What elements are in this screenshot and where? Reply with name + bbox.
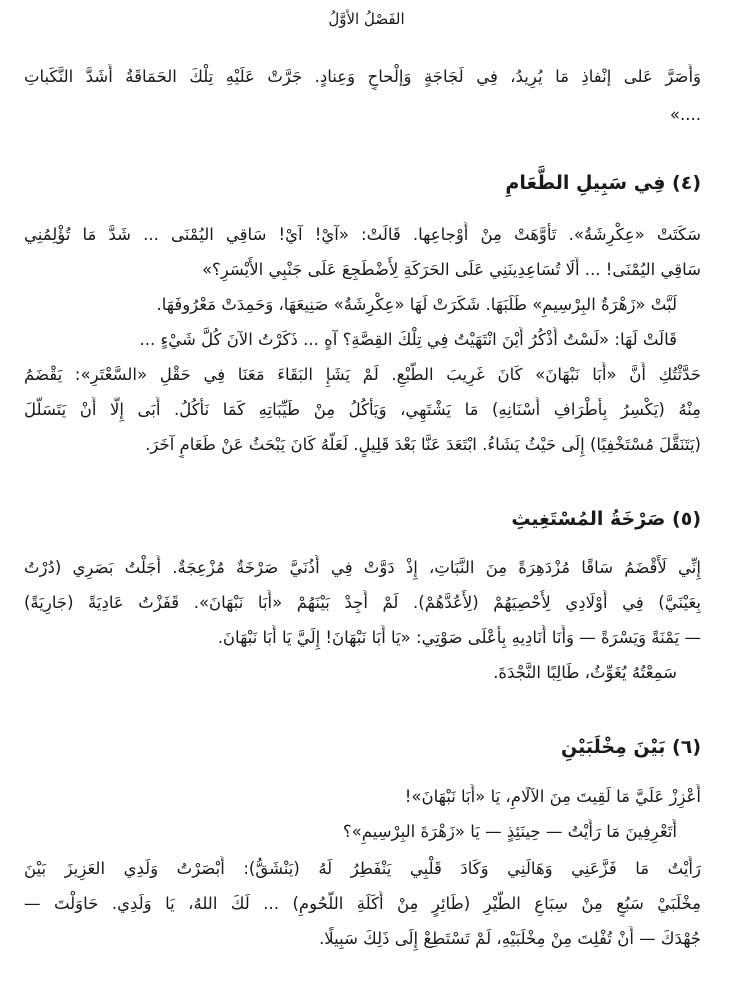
paragraph-line: مِخْلَبَيْ سَبُعٍ مِنْ سِبَاعِ الطَّيْرِ (طَائِرٍ مِنْ أَكَلَةِ اللُّحُومِ) ... لَكَ اللهُ، يَا وَلَدِي. حَاوَلْتَ —	[24, 894, 701, 913]
section-heading-4: (٤) فِي سَبِيلِ الطَّعَامِ	[505, 172, 701, 194]
paragraph-line: ....»	[669, 105, 701, 124]
paragraph-line: إِنِّي لَأَقْضَمُ سَاقًا مُزْدَهِرَةً مِنَ النَّبَاتِ، إِذْ دَوَّتْ فِي أُذُنَيَّ صَرْخَةٌ مُزْعِجَةٌ. أَجَلْتُ بَصَرِي (دُرْتُ	[24, 558, 701, 577]
section-heading-5: (٥) صَرْخَةُ المُسْتَغِيثِ	[511, 508, 701, 530]
paragraph-line: أَتَعْرِفِينَ مَا رَأَيْتُ — حِينَئِذٍ — يَا «زَهْرَةَ البِرْسِيمِ»؟	[342, 822, 677, 841]
paragraph-line: جُهْدَكَ — أَنْ تُفْلِتَ مِنْ مِخْلَبَيْهِ، لَمْ تَسْتَطِعْ إِلَى ذَلِكَ سَبِيلًا.	[319, 929, 701, 948]
section-heading-6: (٦) بَيْنَ مِخْلَبَيْنِ	[560, 736, 701, 758]
paragraph-line: — يَمْنَةً وَيَسْرَةً — وَأَنَا أُنَادِيهِ بِأَعْلَى صَوْتِي: «يَا أَبَا نَبْهَانَ! إِلَيَّ يَا أَبَا نَبْهَانَ.	[217, 628, 701, 647]
paragraph-line: بِعَيْنَيَّ) فِي أَوْلَادِي لِأُحْصِيَهُمْ (لِأَعُدَّهُمْ). لَمْ أَجِدْ بَيْنَهُمْ «أَبَا نَبْهَانَ». قَفَزْتُ عَادِيَةً (جَارِيَةً)	[24, 593, 701, 612]
paragraph-line: سَكَتَتْ «عِكْرِشَةُ». تَأَوَّهَتْ مِنْ أَوْجاعِها. قَالَتْ: «آيْ! آيْ! سَاقِي اليُمْنَى ... شَدَّ مَا تُؤْلِمُنِي	[24, 225, 701, 244]
paragraph-line: رَأَيْتُ مَا فَزَّعَنِي وَهَالَنِي وَكَادَ قَلْبِي يَنْفَطِرُ لَهُ (يَنْشَقُّ): أَبْصَرْتُ وَلَدِي العَزِيزَ بَيْنَ	[24, 859, 701, 878]
paragraph-line: سَمِعْتُهُ يُغَوِّثُ، طَالِبًا النَّجْدَةَ.	[493, 663, 677, 682]
paragraph-line: قَالَتْ لَهَا: «لَسْتُ أَذْكُرُ أَيْنَ انْتَهَيْتُ فِي تِلْكَ القِصَّةِ؟ آهٍ ... ذَكَرْتُ الآنَ كُلَّ شَيْءٍ ...	[139, 330, 677, 349]
paragraph-line: لَبَّتْ «زَهْرَةُ البِرْسِيمِ» طَلَبَهَا. شَكَرَتْ لَهَا «عِكْرِشَةُ» صَنِيعَهَا، وَحَمِدَتْ مَعْرُوفَهَا.	[156, 295, 677, 314]
paragraph-line: مِنْهُ (يَكْسِرُ بِأَطْرَافِ أَسْنَانِهِ) مَا يَشْتَهِي، وَيَأْكُلُ مِنْ طَيِّبَاتِهِ كَمَا نَأْكُلُ. أَبَى إِلَّا أَنْ يَتَسَلَّلَ	[24, 400, 701, 419]
paragraph-line: (يَتَنَقَّلَ مُسْتَخْفِيًا) إِلَى حَيْثُ يَشَاءُ. ابْتَعَدَ عَنَّا بَعْدَ قَلِيلٍ. لَعَلَّهُ كَانَ يَبْحَثُ عَنْ طَعَامٍ آخَرَ.	[145, 435, 701, 454]
paragraph-line: أَعْزِزْ عَلَيَّ مَا لَقِيتَ مِنَ الآلَامِ، يَا «أَبَا نَبْهَانَ»!	[404, 787, 701, 806]
paragraph-line: حَدَّثْتُكِ أَنَّ «أَبَا نَبْهَانَ» كَانَ غَرِيبَ الطَّبْعِ. لَمْ يَشَإِ البَقَاءَ مَعَنَا فِي حَقْلِ «السَّعْتَرِ»: يَقْضَمُ	[24, 365, 701, 384]
running-header: الفَصْلُ الأوَّلُ	[328, 10, 405, 28]
paragraph-line: سَاقِي اليُمْنَى! ... أَلَا تُسَاعِدِينَنِي عَلَى الحَرَكَةِ لِأَضْطَجِعَ عَلَى جَنْبِي الأَيْسَرِ؟»	[201, 260, 701, 279]
paragraph-line: وَأَصَرَّ عَلى إنْفاذِ مَا يُرِيدُ، فِي لَجَاجَةٍ وَإلْحاحٍ وَعِنادٍ. جَرَّتْ عَلَيْهِ تِلْكَ الحَمَاقَةُ أَشَدَّ النَّكَباتِ	[24, 67, 701, 86]
